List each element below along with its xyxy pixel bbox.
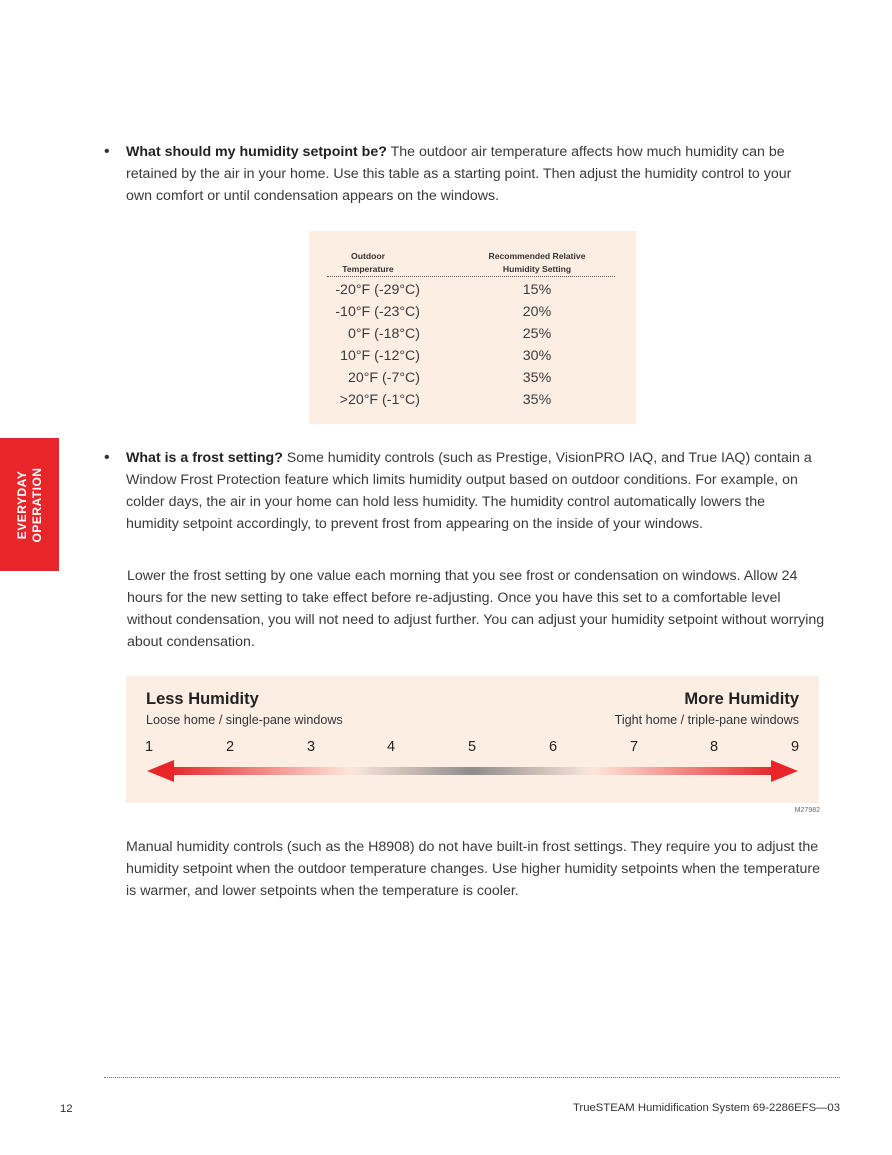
double-arrow-icon [126,676,819,803]
humidity-setting-table [309,231,636,424]
table-row [309,345,636,367]
temperature-cell: 0°F (-18°C) [347,326,420,342]
temperature-cell: 20°F (-7°C) [347,370,420,386]
temperature-cell: 10°F (-12°C) [340,348,420,364]
scale-number: 3 [306,739,316,755]
table-row [309,323,636,345]
humidity-column-header: Recommended Relative Humidity Setting [488,251,586,274]
temperature-cell: -20°F (-29°C) [335,282,420,298]
more-humidity-subtitle: Tight home / triple-pane windows [614,713,799,727]
humidity-cell: 30% [522,348,552,364]
table-row [309,367,636,389]
table-row [309,279,636,301]
scale-number: 4 [386,739,396,755]
bullet-icon: • [104,143,110,160]
frost-question-heading: What is a frost setting? [126,450,283,466]
frost-scale-figure [126,676,819,803]
page-number: 12 [60,1103,73,1115]
scale-number: 5 [467,739,477,755]
temperature-cell: -10°F (-23°C) [335,304,420,320]
footer-divider [104,1077,840,1078]
scale-number: 6 [548,739,558,755]
humidity-cell: 35% [522,392,552,408]
humidity-cell: 25% [522,326,552,342]
less-humidity-subtitle: Loose home / single-pane windows [146,713,343,727]
humidity-cell: 35% [522,370,552,386]
bullet-icon: • [104,449,110,466]
humidity-cell: 20% [522,304,552,320]
setpoint-question-item [104,141,820,207]
scale-number: 2 [225,739,235,755]
table-row [309,301,636,323]
more-humidity-title: More Humidity [684,690,799,708]
setpoint-question-heading: What should my humidity setpoint be? [126,144,387,160]
table-header-divider [327,276,615,277]
scale-number: 1 [144,739,154,755]
section-tab-label: EVERYDAY OPERATION [14,467,44,542]
document-id: TrueSTEAM Humidification System 69-2286EFS—03 [572,1102,840,1114]
figure-id: M27982 [794,807,820,814]
less-humidity-title: Less Humidity [146,690,259,708]
scale-number: 7 [629,739,639,755]
frost-question-item [104,447,820,535]
scale-number: 8 [709,739,719,755]
frost-adjust-paragraph: Lower the frost setting by one value each morning that you see frost or condensation on windows. Allow 24 hours for the new setting to take effect before re-adjusting. Once you have this set to a comfortable level without condensation, you will not need to adjust further. You can adjust your humidity setpoint without worrying about condensation. [127,568,825,650]
scale-number: 9 [790,739,800,755]
table-row [309,389,636,411]
humidity-cell: 15% [522,282,552,298]
table-body [309,279,636,411]
section-tab [0,438,59,571]
temperature-column-header: Outdoor Temperature [342,251,394,274]
setpoint-question-text: The outdoor air temperature affects how much humidity can be retained by the air in your home. Use this table as a starting point. Then adjust the humidity control to your own comfort or until condensation appears on the windows. [126,144,792,204]
temperature-cell: >20°F (-1°C) [339,392,420,408]
manual-controls-paragraph: Manual humidity controls (such as the H8908) do not have built-in frost settings. They require you to adjust the humidity setpoint when the outdoor temperature changes. Use higher humidity setpoints when the temperature is warmer, and lower setpoints when the temperature is cooler. [126,839,821,899]
frost-question-text: Some humidity controls (such as Prestige, VisionPRO IAQ, and True IAQ) contain a Window Frost Protection feature which limits humidity output based on outdoor conditions. For example, on colder days, the air in your home can hold less humidity. The humidity control automatically lowers the humidity setpoint accordingly, to prevent frost from appearing on the inside of your windows. [126,450,812,532]
